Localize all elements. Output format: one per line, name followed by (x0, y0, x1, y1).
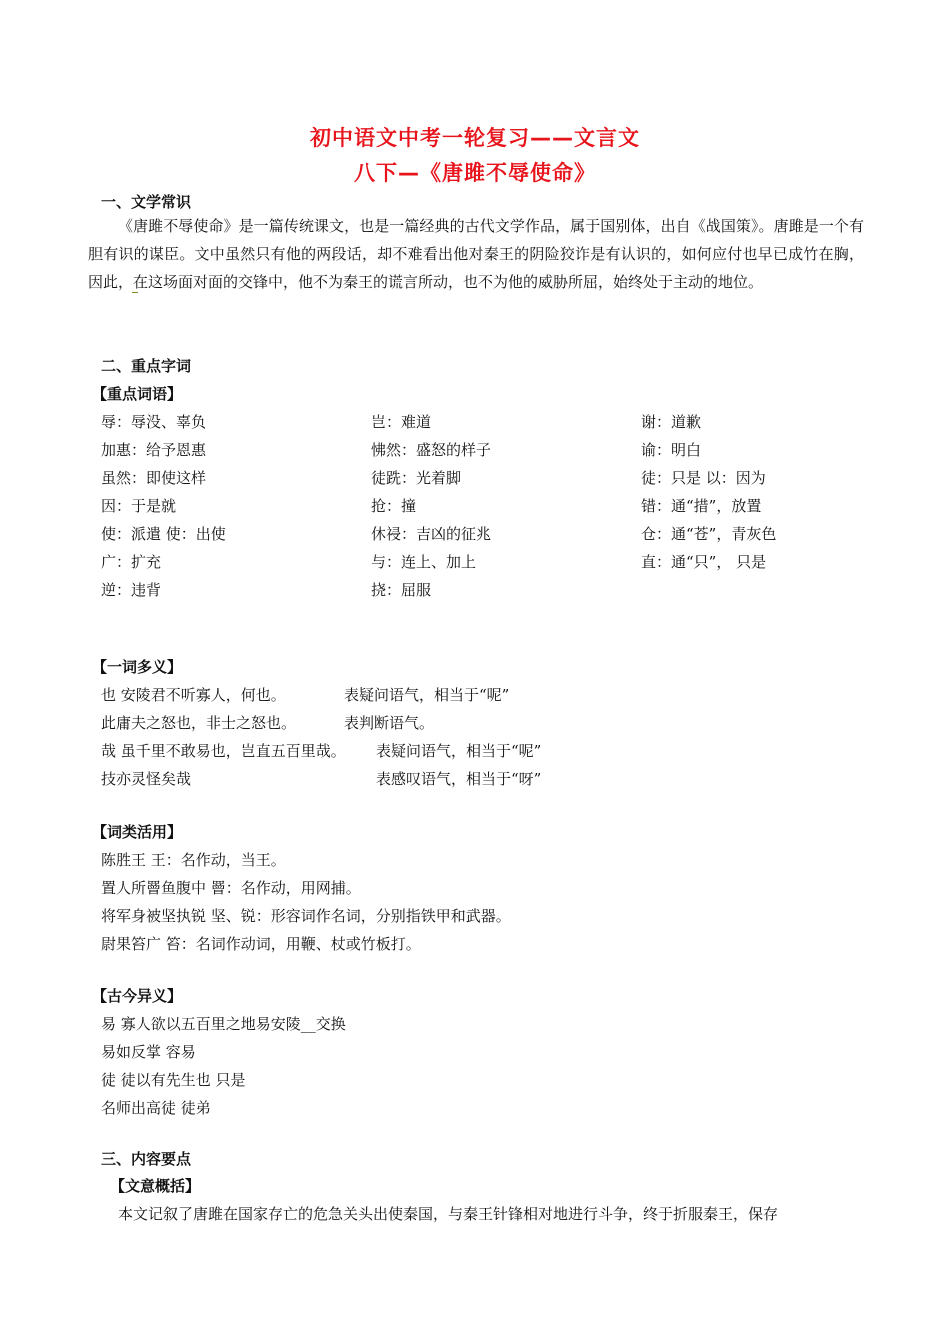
annotation-mark (132, 286, 138, 293)
vocab-item: 直：通“只”， 只是 (641, 553, 767, 571)
vocab-item: 谢：道歉 (641, 413, 702, 431)
vocab-item: 挠：屈服 (371, 581, 432, 599)
vocab-item: 休祲：吉凶的征兆 (371, 525, 492, 543)
summary-heading: 【文意概括】 (110, 1177, 201, 1195)
conversion-heading: 【词类活用】 (92, 823, 183, 841)
vocab-item: 怫然：盛怒的样子 (371, 441, 492, 459)
polysemy-example: 也 安陵君不听寡人，何也。 (101, 686, 286, 704)
vocab-item: 因：于是就 (101, 497, 177, 515)
vocab-item: 广：扩充 (101, 553, 162, 571)
vocab-item: 虽然：即使这样 (101, 469, 207, 487)
section-heading-content: 三、内容要点 (101, 1150, 192, 1168)
document-subtitle: 八下—《唐雎不辱使命》 (354, 161, 596, 185)
ancient-modern-item: 易如反掌 容易 (101, 1043, 196, 1061)
ancient-modern-item: 易 寡人欲以五百里之地易安陵__交换 (101, 1015, 346, 1033)
vocab-item: 加惠：给予恩惠 (101, 441, 207, 459)
vocab-item: 抢：撞 (371, 497, 417, 515)
polysemy-explanation: 表疑问语气，相当于“呢” (344, 686, 510, 704)
section-heading-keywords: 二、重点字词 (101, 357, 192, 375)
ancient-modern-item: 名师出高徒 徒弟 (101, 1099, 211, 1117)
vocab-item: 辱：辱没、辜负 (101, 413, 207, 431)
vocab-item: 逆：违背 (101, 581, 162, 599)
vocab-heading: 【重点词语】 (92, 385, 183, 403)
vocab-item: 徒跣：光着脚 (371, 469, 462, 487)
conversion-item: 尉果笞广 笞：名词作动词，用鞭、杖或竹板打。 (101, 935, 421, 953)
document-title: 初中语文中考一轮复习——文言文 (310, 126, 640, 150)
polysemy-example: 哉 虽千里不敢易也，岂直五百里哉。 (101, 742, 346, 760)
polysemy-explanation: 表感叹语气，相当于“呀” (376, 770, 542, 788)
polysemy-explanation: 表判断语气。 (344, 714, 435, 732)
polysemy-heading: 【一词多义】 (92, 658, 183, 676)
ancient-modern-item: 徒 徒以有先生也 只是 (101, 1071, 246, 1089)
literature-paragraph: 《唐雎不辱使命》是一篇传统课文，也是一篇经典的古代文学作品，属于国别体，出自《战国策》。唐雎是一个有胆有识的谋臣。文中虽然只有他的两段话，却不难看出他对秦王的阴险狡诈是有认识的，如何应付也早已成竹在胸，因此，在这场面对面的交锋中，他不为秦王的谎言所动，也不为他的威胁所屈，始终处于主动的地位。 (88, 217, 864, 291)
ancient-modern-heading: 【古今异义】 (92, 987, 183, 1005)
polysemy-explanation: 表疑问语气，相当于“呢” (376, 742, 542, 760)
vocab-item: 使：派遣 使：出使 (101, 525, 226, 543)
section-heading-literature: 一、文学常识 (101, 193, 192, 211)
conversion-item: 将军身被坚执锐 坚、锐：形容词作名词，分别指铁甲和武器。 (101, 907, 511, 925)
vocab-item: 谕：明白 (641, 441, 702, 459)
vocab-item: 岂：难道 (371, 413, 432, 431)
vocab-item: 与：连上、加上 (371, 553, 477, 571)
vocab-item: 仓：通“苍”，青灰色 (641, 525, 777, 543)
polysemy-example: 此庸夫之怒也，非士之怒也。 (101, 714, 297, 732)
vocab-item: 错：通“措”，放置 (641, 497, 762, 515)
conversion-item: 陈胜王 王：名作动，当王。 (101, 851, 286, 869)
vocab-item: 徒：只是 以：因为 (641, 469, 766, 487)
polysemy-example: 技亦灵怪矣哉 (101, 770, 192, 788)
summary-text: 本文记叙了唐雎在国家存亡的危急关头出使秦国，与秦王针锋相对地进行斗争，终于折服秦王，保存 (118, 1205, 779, 1223)
conversion-item: 置人所罾鱼腹中 罾：名作动，用网捕。 (101, 879, 361, 897)
